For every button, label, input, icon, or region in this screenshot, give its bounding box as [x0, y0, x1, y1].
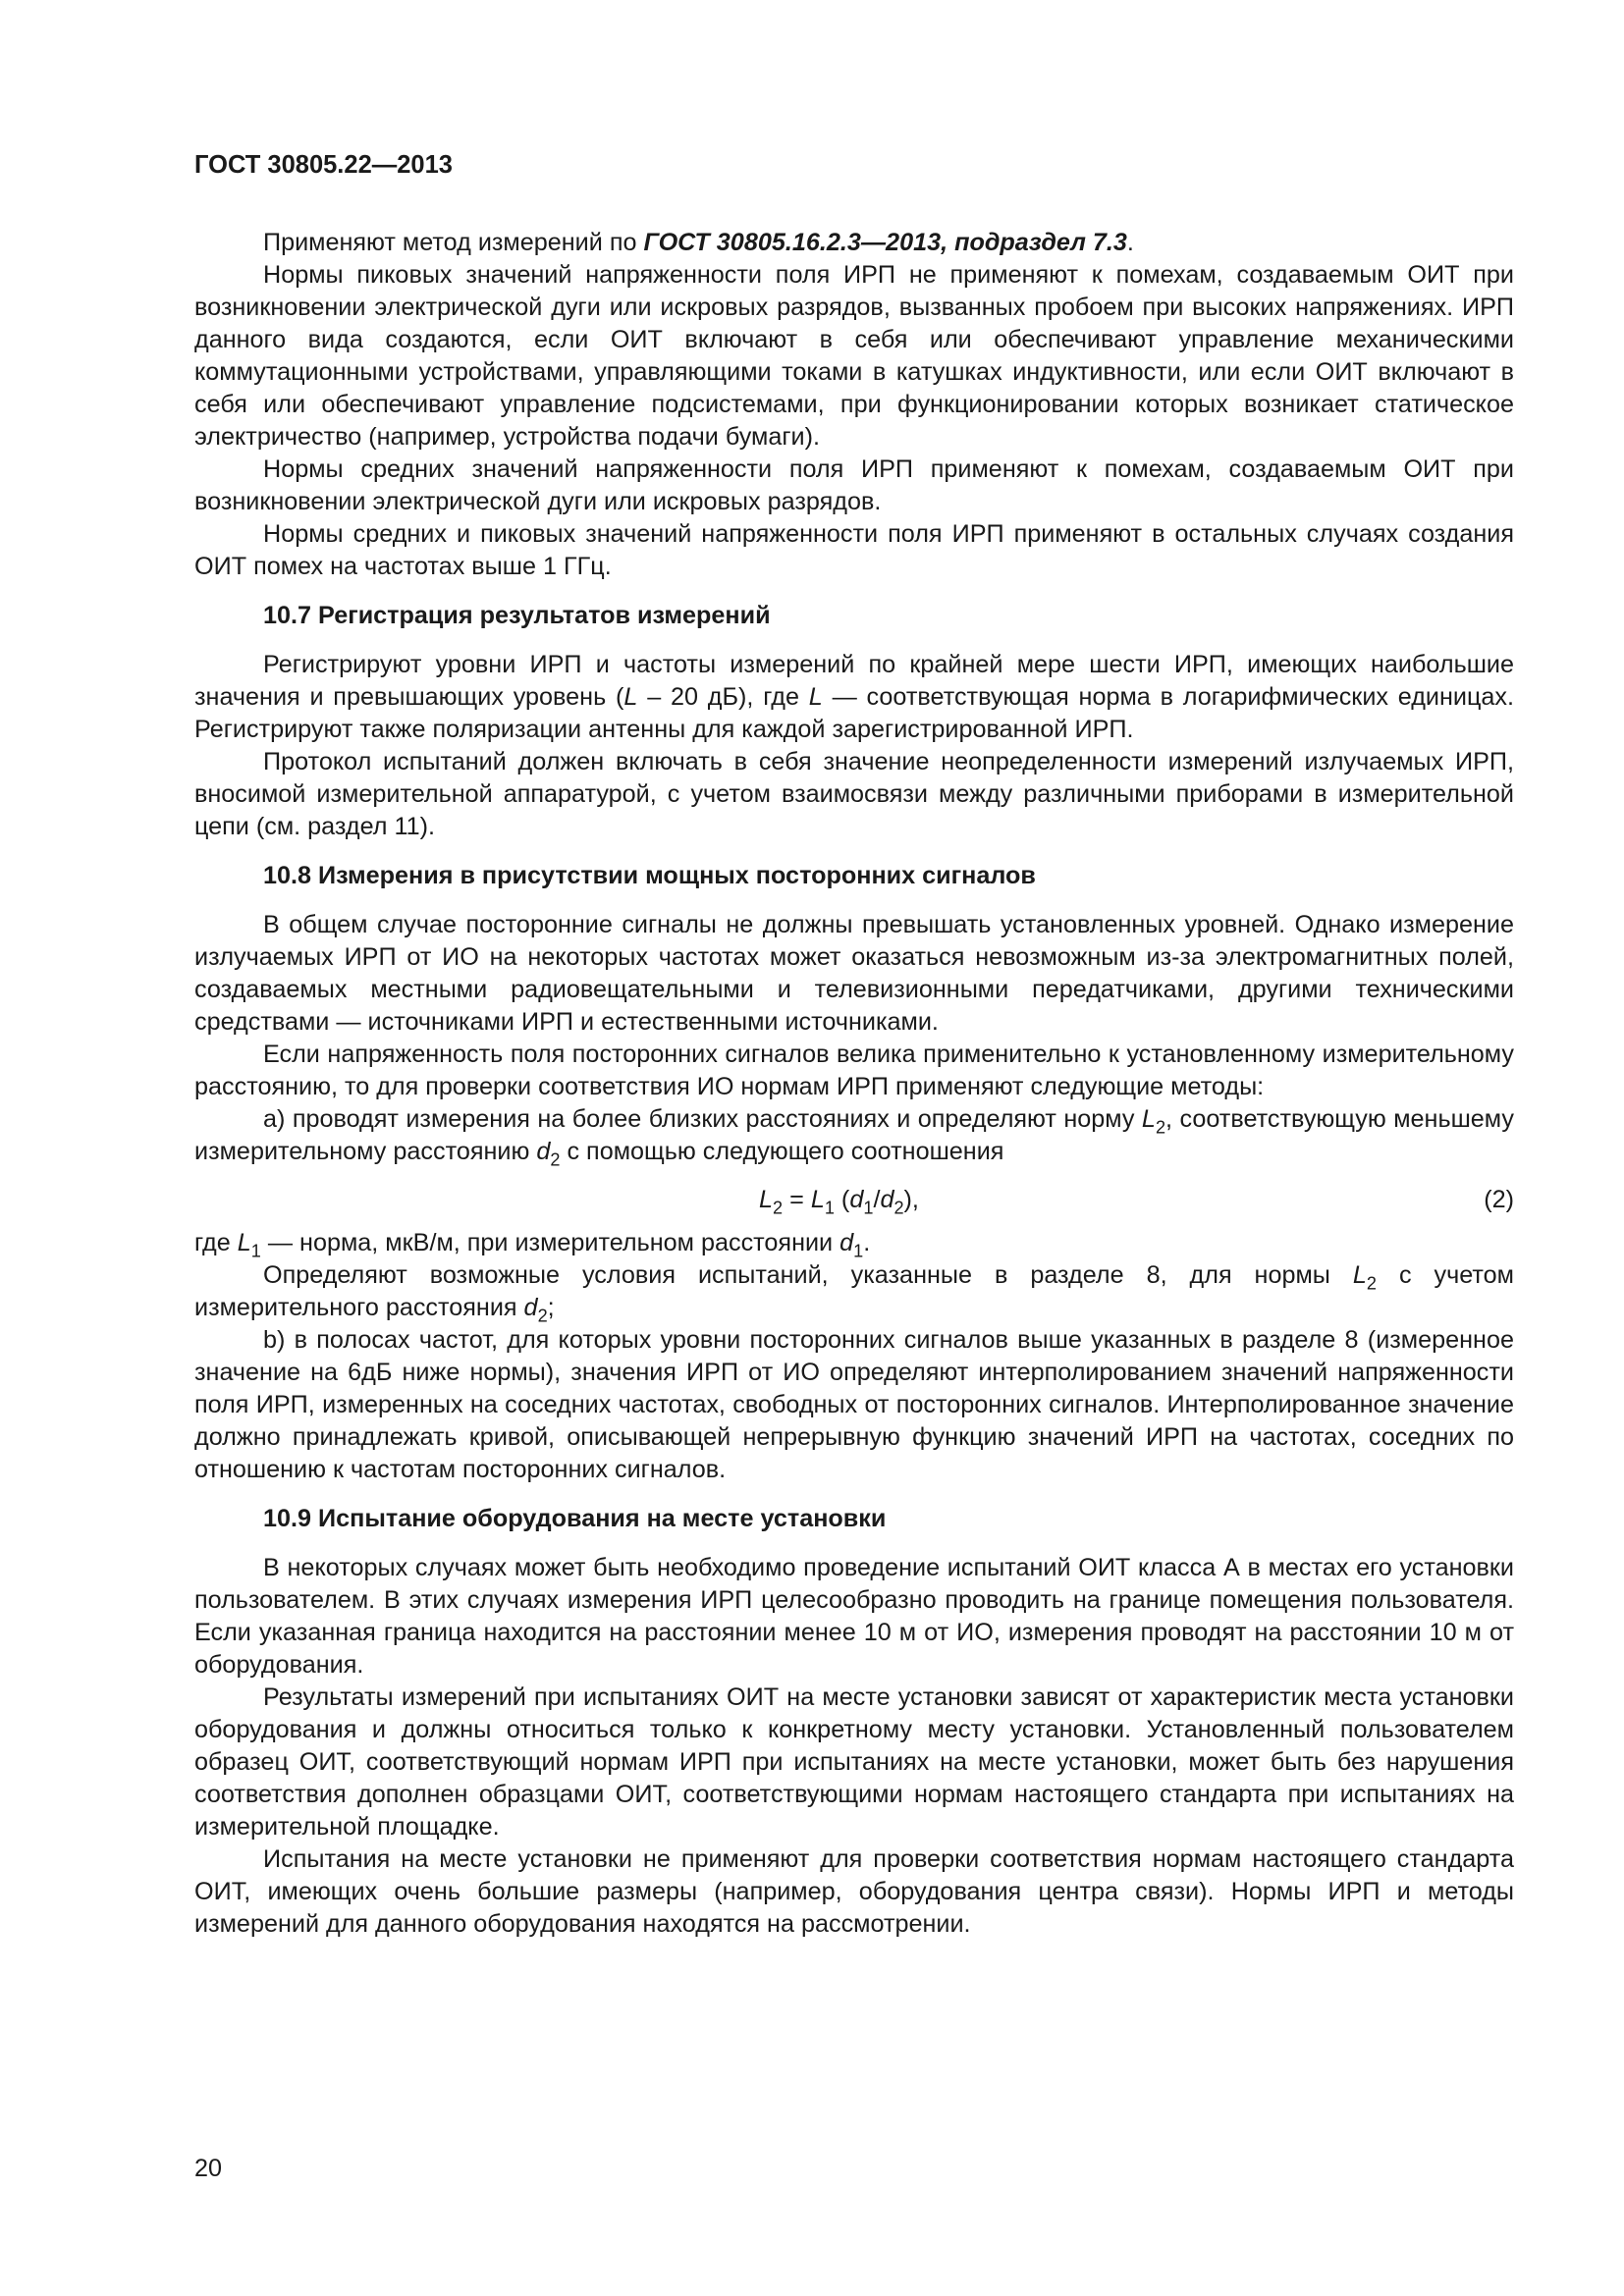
s108-item-a: а) проводят измерения на более близких расстояниях и определяют норму $L_2$, соответствующую меньшему измерительному расстоянию $d_2$ с помощью следующего соотношения — [194, 1105, 1514, 1170]
s108-item-b: b) в полосах частот, для которых уровни посторонних сигналов выше указанных в разделе 8 (измеренное значение на 6дБ ниже нормы), значения ИРП от ИО определяют интерполированием значений напряженности поля ИРП, измеренных на соседних частотах, свободных от посторонних сигналов. Интерполированное значение должно принадлежать кривой, описывающей непрерывную функцию значений ИРП на частотах, соседних по отношению к частотам посторонних сигналов. — [194, 1326, 1514, 1483]
s107-paragraph-protocol: Протокол испытаний должен включать в себя значение неопределенности измерений излучаемых ИРП, вносимой измерительной аппаратурой, с учетом взаимосвязи между различными приборами в измерительной цепи (см. раздел 11). — [194, 748, 1514, 840]
section-title-10-8: 10.8 Измерения в присутствии мощных посторонних сигналов — [263, 862, 1036, 889]
s107-paragraph-register: Регистрируют уровни ИРП и частоты измерений по крайней мере шести ИРП, имеющих наибольшие значения и превышающих уровень (L – 20 дБ), где L — соответствующая норма в логарифмических единицах. Регистрируют также поляризации антенны для каждой зарегистрированной ИРП. — [194, 651, 1515, 743]
intro-paragraph-average-norms: Нормы средних значений напряженности поля ИРП применяют к помехам, создаваемым ОИТ при возникновении электрической дуги или искровых разрядов. — [194, 455, 1514, 515]
s108-paragraph-methods: Если напряженность поля посторонних сигналов велика применительно к установленному измерительному расстоянию, то для проверки соответствия ИО нормам ИРП применяют следующие методы: — [194, 1041, 1514, 1100]
s109-paragraph-results: Результаты измерений при испытаниях ОИТ на месте установки зависят от характеристик места установки оборудования и должны относиться только к конкретному месту установки. Установленный пользователем образец ОИТ, соответствующий нормам ИРП при испытаниях на месте установки, может быть без нарушения соответствия дополнен образцами ОИТ, соответствующими нормам настоящего стандарта при испытаниях на измерительной площадке. — [194, 1683, 1514, 1841]
formula-2 — [194, 1174, 1514, 1223]
s108-paragraph-general: В общем случае посторонние сигналы не должны превышать установленных уровней. Однако измерение излучаемых ИРП от ИО на некоторых частотах может оказаться невозможным из-за электромагнитных полей, создаваемых местными радиовещательными и телевизионными передатчиками, другими техническими средствами — источниками ИРП и естественными источниками. — [194, 911, 1514, 1036]
standard-reference: ГОСТ 30805.16.2.3—2013, подраздел 7.3 — [643, 229, 1127, 256]
page-number: 20 — [194, 2155, 223, 2182]
section-title-10-9: 10.9 Испытание оборудования на месте установки — [263, 1505, 887, 1532]
s108-where-clause: где $L_1$ — норма, мкВ/м, при измерительном расстоянии $d_1$. — [194, 1229, 871, 1261]
section-title-10-7: 10.7 Регистрация результатов измерений — [263, 602, 771, 629]
intro-paragraph-method: Применяют метод измерений по ГОСТ 30805.16.2.3—2013, подраздел 7.3. — [263, 229, 1134, 256]
formula-number: (2) — [1484, 1186, 1514, 1213]
formula-expression: $L_2 = L_1$ $(d_1/d_2)$, — [759, 1186, 919, 1218]
s109-paragraph-large-equipment: Испытания на месте установки не применяют для проверки соответствия нормам настоящего стандарта ОИТ, имеющих очень большие размеры (например, оборудования центра связи). Нормы ИРП и методы измерений для данного оборудования находятся на рассмотрении. — [194, 1845, 1514, 1938]
s108-paragraph-determine: Определяют возможные условия испытаний, указанные в разделе 8, для нормы $L_2$ с учетом измерительного расстояния $d_2$; — [194, 1261, 1514, 1326]
intro-paragraph-peak-norms: Нормы пиковых значений напряженности поля ИРП не применяют к помехам, создаваемым ОИТ при возникновении электрической дуги или искровых разрядов, вызванных пробоем при высоких напряжениях. ИРП данного вида создаются, если ОИТ включают в себя или обеспечивают управление механическими коммутационными устройствами, управляющими токами в катушках индуктивности, или если ОИТ включают в себя или обеспечивают управление подсистемами, при функционировании которых возникает статическое электричество (например, устройства подачи бумаги). — [194, 261, 1514, 451]
intro-paragraph-other-cases: Нормы средних и пиковых значений напряженности поля ИРП применяют в остальных случаях создания ОИТ помех на частотах выше 1 ГГц. — [194, 520, 1514, 580]
document-header: ГОСТ 30805.22—2013 — [194, 151, 453, 179]
s109-paragraph-onsite: В некоторых случаях может быть необходимо проведение испытаний ОИТ класса А в местах его установки пользователем. В этих случаях измерения ИРП целесообразно проводить на границе помещения пользователя. Если указанная граница находится на расстоянии менее 10 м от ИО, измерения проводят на расстоянии 10 м от оборудования. — [194, 1554, 1514, 1679]
page-body — [194, 227, 1514, 1941]
